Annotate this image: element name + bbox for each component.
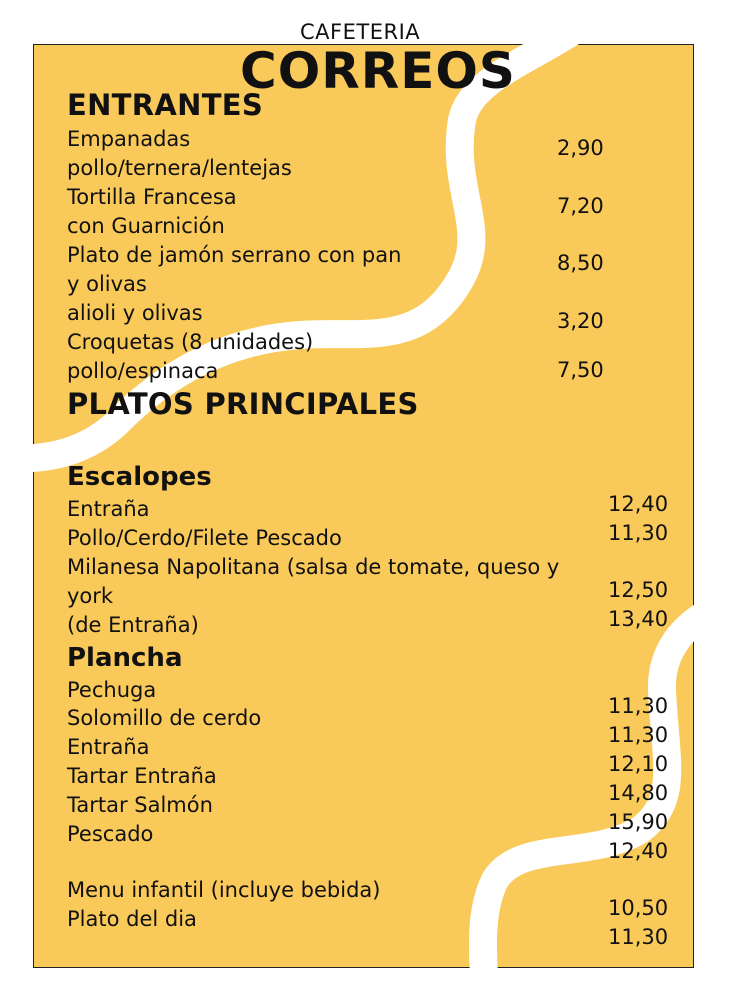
- menu-item-line: Tortilla Francesa: [67, 185, 237, 209]
- menu-item-line: Plato del dia: [67, 907, 197, 931]
- subsection-title-escalopes: Escalopes: [67, 462, 212, 492]
- price: 11,30: [608, 925, 669, 949]
- price: 15,90: [608, 810, 669, 834]
- price: 12,40: [608, 839, 669, 863]
- menu-item-line: Plato de jamón serrano con pan: [67, 243, 402, 267]
- menu-item-line: pollo/espinaca: [67, 359, 219, 383]
- subsection-title-plancha: Plancha: [67, 643, 183, 673]
- menu-item-line: Menu infantil (incluye bebida): [67, 878, 381, 902]
- price: 2,90: [557, 136, 604, 160]
- price: 3,20: [557, 309, 604, 333]
- section-title-principales: PLATOS PRINCIPALES: [67, 387, 419, 421]
- price: 14,80: [608, 781, 669, 805]
- menu-item-line: con Guarnición: [67, 214, 225, 238]
- menu-item-line: Pechuga: [67, 678, 157, 702]
- menu-item-line: y olivas: [67, 272, 147, 296]
- price: 7,50: [557, 358, 604, 382]
- price: 11,30: [608, 521, 669, 545]
- price: 12,40: [608, 492, 669, 516]
- menu-item-line: Empanadas: [67, 127, 191, 151]
- price: 12,50: [608, 578, 669, 602]
- menu-item-line: Tartar Salmón: [67, 793, 213, 817]
- restaurant-name: CORREOS: [240, 42, 516, 100]
- menu-item-line: Entraña: [67, 497, 150, 521]
- menu-item-line: Pescado: [67, 822, 154, 846]
- price: 7,20: [557, 194, 604, 218]
- menu-item-line: Pollo/Cerdo/Filete Pescado: [67, 526, 342, 550]
- menu-item-line: Solomillo de cerdo: [67, 706, 262, 730]
- price: 10,50: [608, 896, 669, 920]
- price: 8,50: [557, 251, 604, 275]
- price: 11,30: [608, 723, 669, 747]
- menu-item-line: Entraña: [67, 735, 150, 759]
- menu-item-line: pollo/ternera/lentejas: [67, 156, 292, 180]
- price: 12,10: [608, 752, 669, 776]
- menu-item-line: york: [67, 584, 114, 608]
- menu-item-line: alioli y olivas: [67, 301, 203, 325]
- price: 11,30: [608, 694, 669, 718]
- price: 13,40: [608, 607, 669, 631]
- section-title-entrantes: ENTRANTES: [67, 88, 264, 122]
- menu-item-line: Croquetas (8 unidades): [67, 330, 314, 354]
- menu-item-line: Tartar Entraña: [67, 764, 217, 788]
- menu-item-line: Milanesa Napolitana (salsa de tomate, queso y: [67, 555, 560, 579]
- menu-item-line: (de Entraña): [67, 613, 199, 637]
- cafeteria-label: CAFETERIA: [300, 20, 421, 44]
